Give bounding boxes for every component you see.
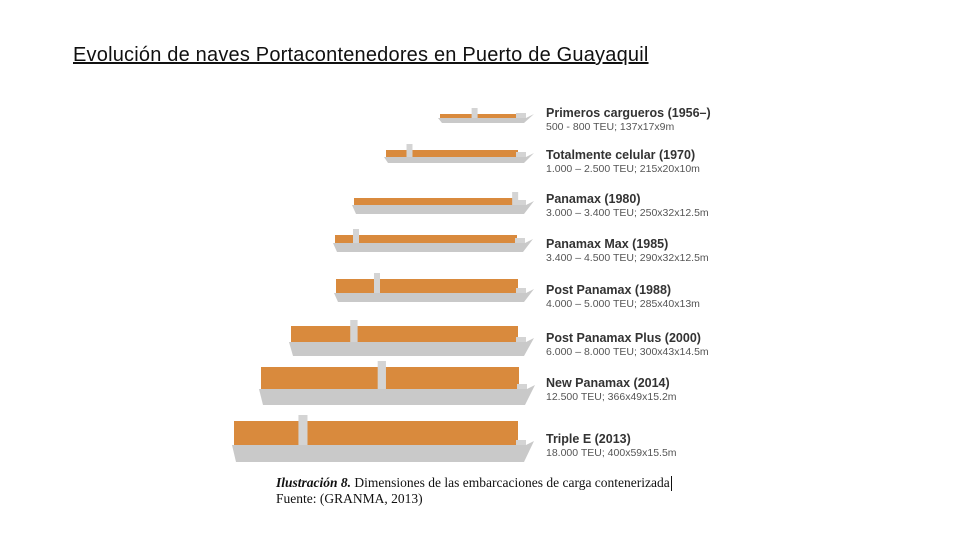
- ship-name: Post Panamax Plus (2000): [546, 331, 701, 345]
- ship-cargo: [291, 326, 518, 342]
- ship-name: Totalmente celular (1970): [546, 148, 696, 162]
- ship-3: [352, 192, 534, 214]
- ship-name: Post Panamax (1988): [546, 283, 672, 297]
- ship-bridge: [374, 273, 380, 293]
- ship-deck-structure: [516, 440, 526, 445]
- ship-cargo: [336, 279, 518, 293]
- ship-7: [259, 361, 535, 405]
- ship-spec: 3.000 – 3.400 TEU; 250x32x12.5m: [546, 207, 709, 219]
- ship-label: [546, 331, 709, 359]
- ship-1: [438, 108, 534, 123]
- ship-cargo: [354, 198, 518, 205]
- ship-8: [232, 415, 534, 462]
- ship-label: [546, 283, 700, 311]
- ship-spec: 12.500 TEU; 366x49x15.2m: [546, 391, 677, 403]
- ship-label: [546, 148, 700, 176]
- ship-deck-structure: [517, 384, 527, 389]
- ship-6: [289, 320, 534, 356]
- ship-bridge: [298, 415, 307, 445]
- ship-4: [333, 229, 533, 252]
- ship-deck-structure: [515, 238, 525, 243]
- ship-label: [546, 237, 709, 265]
- ship-label: [546, 432, 677, 460]
- ship-cargo: [440, 114, 518, 118]
- ship-spec: 6.000 – 8.000 TEU; 300x43x14.5m: [546, 346, 709, 358]
- ship-bridge: [472, 108, 478, 118]
- ship-name: Triple E (2013): [546, 432, 631, 446]
- caption-text: Dimensiones de las embarcaciones de carga contenerizada: [351, 475, 670, 490]
- ship-bridge: [350, 320, 357, 342]
- ship-deck-structure: [516, 288, 526, 293]
- ship-spec: 1.000 – 2.500 TEU; 215x20x10m: [546, 163, 700, 175]
- ship-label: [546, 192, 709, 220]
- ship-spec: 18.000 TEU; 400x59x15.5m: [546, 447, 677, 459]
- figure-caption: [276, 475, 672, 507]
- ship-cargo: [234, 421, 518, 445]
- ship-cargo: [335, 235, 517, 243]
- ship-deck-structure: [516, 152, 526, 157]
- ship-2: [384, 144, 534, 163]
- ship-spec: 500 - 800 TEU; 137x17x9m: [546, 121, 675, 133]
- ship-5: [334, 273, 534, 302]
- ship-deck-structure: [516, 200, 526, 205]
- ship-label: [546, 106, 711, 134]
- ship-label: [546, 376, 677, 404]
- ship-bridge: [378, 361, 386, 389]
- ship-cargo: [261, 367, 519, 389]
- ship-spec: 3.400 – 4.500 TEU; 290x32x12.5m: [546, 252, 709, 264]
- ship-bridge: [407, 144, 413, 157]
- ship-spec: 4.000 – 5.000 TEU; 285x40x13m: [546, 298, 700, 310]
- ship-name: Panamax Max (1985): [546, 237, 669, 251]
- ship-name: New Panamax (2014): [546, 376, 670, 390]
- ship-deck-structure: [516, 113, 526, 118]
- ship-deck-structure: [516, 337, 526, 342]
- ship-cargo: [386, 150, 518, 157]
- ship-name: Panamax (1980): [546, 192, 641, 206]
- ship-name: Primeros cargueros (1956–): [546, 106, 711, 120]
- caption-label: Ilustración 8.: [276, 475, 352, 490]
- page-title: Evolución de naves Portacontenedores en Puerto de Guayaquil: [73, 44, 649, 66]
- text-cursor: [671, 476, 672, 491]
- caption-source: Fuente: (GRANMA, 2013): [276, 491, 423, 507]
- ship-bridge: [353, 229, 359, 243]
